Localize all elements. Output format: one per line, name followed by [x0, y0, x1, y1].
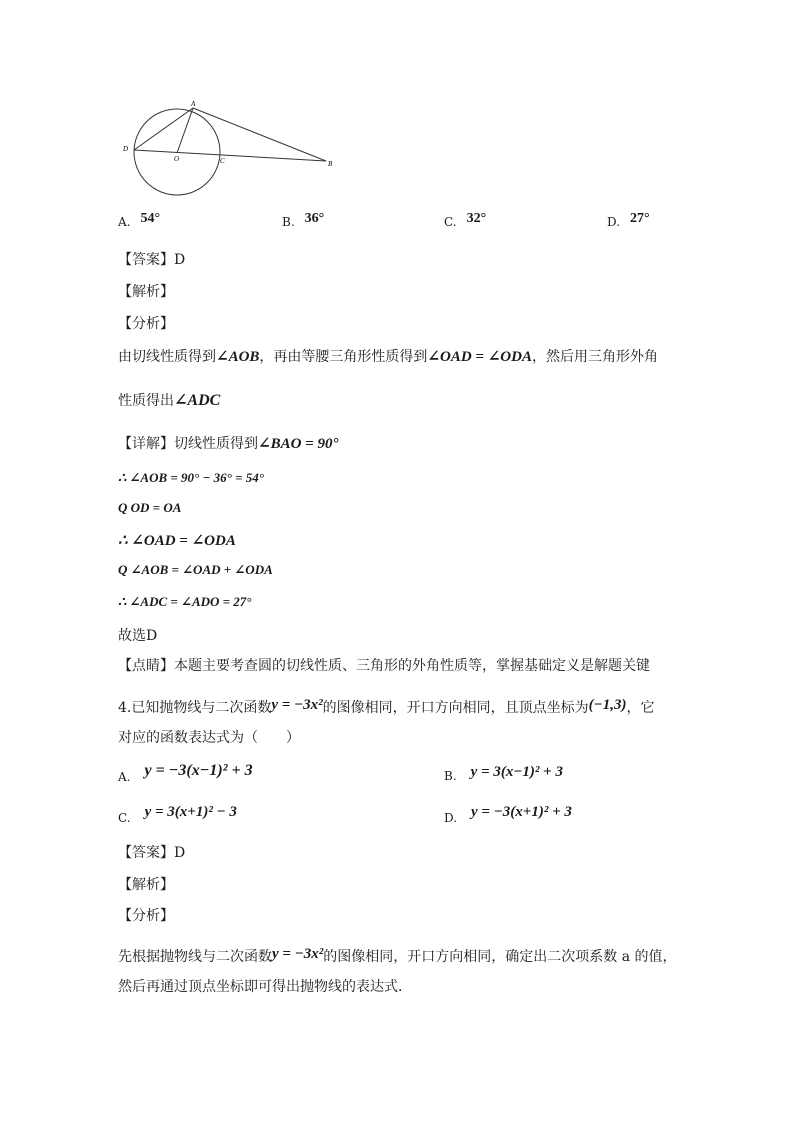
q3-step4: Q ∠AOB = ∠OAD + ∠ODA [118, 562, 273, 577]
q3-choose: 故选D [118, 628, 158, 644]
q4-answer: 【答案】D [118, 845, 186, 861]
q3-option-d: D. 27° [607, 211, 650, 229]
q3-detail: 【详解】切线性质得到 ∠BAO = 90° [118, 436, 339, 452]
q4-option-d: D. y = −3(x+1)² + 3 [444, 804, 572, 825]
q3-fenxi-line2: 性质得出 ∠ADC [118, 392, 221, 409]
q3-answer: 【答案】D [118, 252, 186, 268]
q4-stem-line1: 4.已知抛物线与二次函数 y = −3x² 的图像相同，开口方向相同，且顶点坐标为 (−1,3) ，它 [118, 697, 655, 716]
label-c: C [220, 157, 225, 165]
segment-db [134, 150, 326, 161]
q4-option-a: A. y = −3(x−1)² + 3 [118, 762, 253, 784]
q4-fenxi-line1: 先根据抛物线与二次函数 y = −3x² 的图像相同，开口方向相同，确定出二次项系数 a 的值， [118, 946, 677, 965]
q4-option-c: C. y = 3(x+1)² − 3 [118, 804, 237, 825]
q3-step5: ∴ ∠ADC = ∠ADO = 27° [118, 594, 252, 609]
label-b: B [328, 160, 333, 168]
q4-analysis-tag: 【解析】 [118, 877, 174, 893]
q4-fenxi-line2: 然后再通过顶点坐标即可得出抛物线的表达式. [118, 979, 403, 995]
q3-option-b: B. 36° [282, 211, 325, 229]
segment-ao [177, 108, 193, 153]
segment-ab [193, 108, 326, 161]
q3-step3: ∴ ∠OAD = ∠ODA [118, 533, 236, 549]
q4-fenxi-tag: 【分析】 [118, 908, 174, 924]
label-a: A [191, 100, 196, 108]
q3-comment: 【点睛】本题主要考查圆的切线性质、三角形的外角性质等，掌握基础定义是解题关键 [118, 658, 650, 674]
q3-option-a: A. 54° [118, 211, 161, 229]
q4-option-b: B. y = 3(x−1)² + 3 [444, 764, 563, 783]
label-d: D [123, 145, 129, 153]
q4-stem-line2: 对应的函数表达式为（ ） [118, 730, 300, 746]
q3-option-c: C. 32° [444, 211, 487, 229]
q3-fenxi-tag: 【分析】 [118, 316, 174, 332]
q3-analysis-tag: 【解析】 [118, 284, 174, 300]
q3-step1: ∴ ∠AOB = 90° − 36° = 54° [118, 470, 264, 485]
q3-step2: Q OD = OA [118, 500, 182, 515]
q3-fenxi-line1: 由切线性质得到 ∠AOB ，再由等腰三角形性质得到 ∠OAD = ∠ODA ，然后用三角形外角 [118, 349, 658, 365]
label-o: O [174, 155, 180, 163]
segment-ad [134, 108, 193, 150]
circle-tangent-figure [118, 95, 343, 205]
